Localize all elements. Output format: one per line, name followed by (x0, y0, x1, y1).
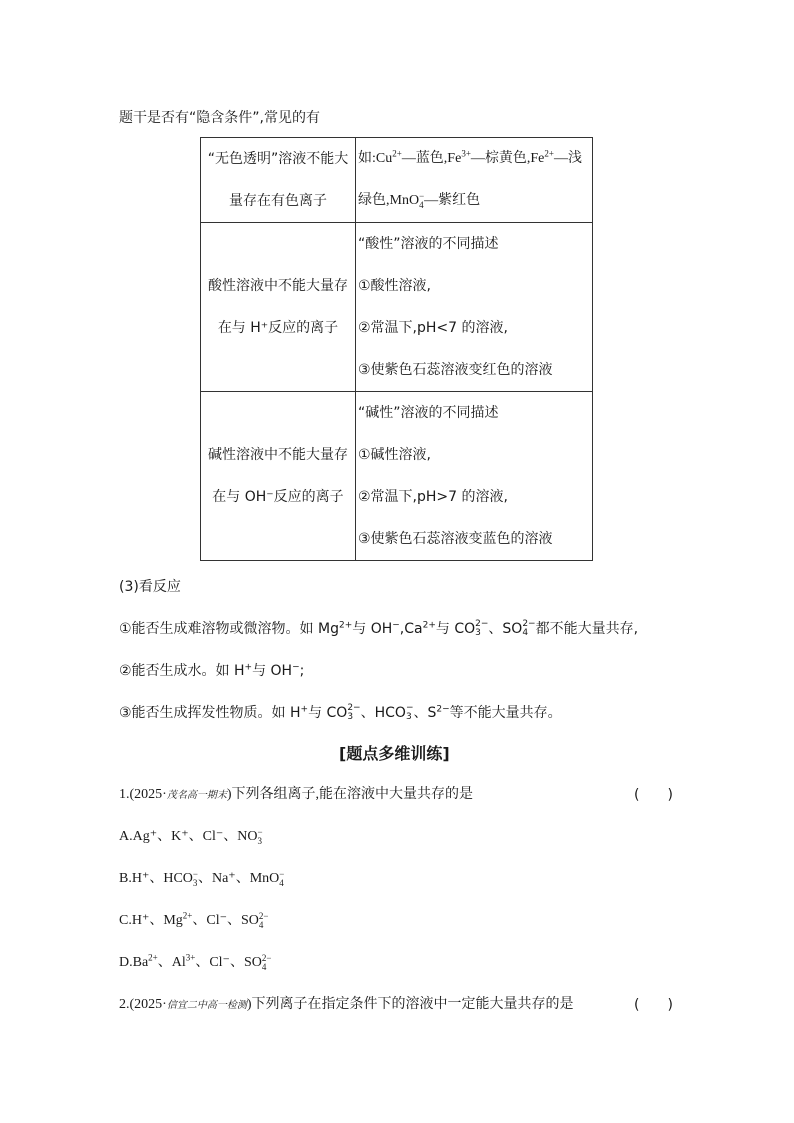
table-cell-right (356, 223, 593, 392)
reaction-item-2: ②能否生成水。如 H+与 OH−; (119, 662, 305, 679)
table-cell-left (201, 138, 356, 223)
question-source: 茂名高一期末 (166, 790, 227, 801)
section-heading: (3)看反应 (119, 579, 181, 595)
practice-title: [题点多维训练] (339, 744, 450, 763)
cell-text: ②常温下,pH>7 的溶液, (358, 489, 508, 505)
cell-text: ③使紫色石蕊溶液变红色的溶液 (358, 362, 553, 378)
hidden-conditions-table (200, 137, 593, 561)
cell-text: 酸性溶液中不能大量存 (208, 278, 348, 294)
cell-text: “无色透明”溶液不能大 (207, 151, 349, 167)
table-cell-right (356, 138, 593, 223)
cell-text: “酸性”溶液的不同描述 (358, 236, 499, 252)
answer-paren: ( ) (634, 997, 673, 1013)
cell-text: ①碱性溶液, (358, 447, 432, 463)
table-cell-left (201, 392, 356, 561)
answer-paren: ( ) (634, 787, 673, 803)
reaction-item-1: ①能否生成难溶物或微溶物。如 $Mg^{2+}$与 $OH^-,Ca^{2+}$与 CO 2− 3 、SO 2− 4 都不能大量共存, (119, 619, 639, 638)
cell-text: “碱性”溶液的不同描述 (358, 405, 499, 421)
intro-text: 题干是否有“隐含条件”,常见的有 (119, 110, 320, 126)
option-b: B.H⁺、HCO − 3 、Na⁺、MnO − 4 (119, 868, 285, 888)
table-cell-right (356, 392, 593, 561)
cell-text: ③使紫色石蕊溶液变蓝色的溶液 (358, 531, 553, 547)
reaction-item-3: ③能否生成挥发性物质。如 H+与 CO 2− 3 、HCO − 3 、$S^{2-}$等不能大量共存。 (119, 703, 562, 722)
cell-text: 碱性溶液中不能大量存 (208, 447, 348, 463)
cell-text: 在与 OH⁻反应的离子 (212, 489, 344, 505)
question-source: 信宜二中高一检测 (166, 1000, 247, 1011)
option-c: C.H⁺、$Mg^{2+}$、Cl⁻、SO 2− 4 (119, 910, 269, 930)
color-ions-line-1: 如$:Cu^{2+}—$蓝色$,Fe^{3+}—$棕黄色$,Fe^{2+}—$浅 (358, 148, 582, 166)
option-a: A.Ag⁺、K⁺、Cl⁻、NO − 3 (119, 826, 263, 846)
cell-text: ②常温下,pH<7 的溶液, (358, 320, 508, 336)
color-ions-line-2: 绿色,MnO − 4 —紫红色 (358, 190, 481, 210)
table-row (201, 223, 593, 392)
table-cell-left (201, 223, 356, 392)
question-2-stem: 2.(2025·信宜二中高一检测)下列离子在指定条件下的溶液中一定能大量共存的是 (119, 997, 574, 1012)
table-row (201, 138, 593, 223)
cell-text: ①酸性溶液, (358, 278, 432, 294)
option-d: $D.Ba^{2+}$、$Al^{3+}$、Cl⁻、SO 2− 4 (119, 952, 272, 972)
cell-text: 在与 H⁺反应的离子 (217, 320, 339, 336)
cell-text: 量存在有色离子 (229, 193, 327, 209)
table-row (201, 392, 593, 561)
question-1-stem: 1.(2025·茂名高一期末)下列各组离子,能在溶液中大量共存的是 (119, 787, 473, 802)
